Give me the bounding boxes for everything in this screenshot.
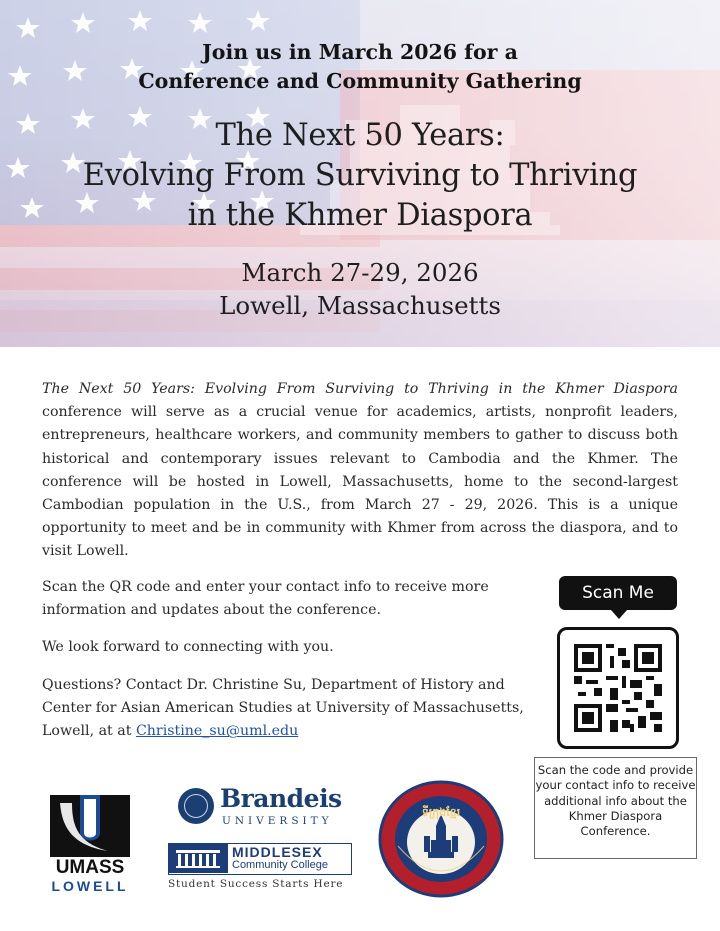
scan-me-label: Scan Me bbox=[559, 576, 677, 610]
mcc-name: MIDDLESEX bbox=[232, 844, 323, 860]
questions-paragraph bbox=[42, 674, 527, 744]
mcc-building-icon bbox=[168, 843, 228, 873]
brandeis-name: Brandeis bbox=[220, 784, 342, 813]
umass-lowell-logo[interactable] bbox=[50, 795, 130, 895]
mcc-tagline: Student Success Starts Here bbox=[168, 878, 344, 890]
brandeis-sub: UNIVERSITY bbox=[222, 815, 333, 827]
intro-paragraph bbox=[42, 378, 678, 564]
scan-instructions: Scan the QR code and enter your contact info to receive more information and updates about the conference. bbox=[42, 579, 489, 619]
join-line-2: Conference and Community Gathering bbox=[138, 69, 582, 93]
qr-info-box: Scan the code and provide your contact info to receive additional info about the Khmer Diaspora Conference. bbox=[534, 757, 697, 859]
questions-text: Questions? Contact Dr. Christine Su, Department of History and Center for Asian American Studies at University of Massachusetts, Lowell, at at bbox=[42, 677, 524, 740]
title-line-2: Evolving From Surviving to Thriving bbox=[82, 158, 638, 193]
middlesex-cc-logo[interactable] bbox=[168, 843, 358, 893]
conference-title bbox=[0, 116, 720, 236]
umass-campus: LOWELL bbox=[51, 878, 129, 894]
title-line-1: The Next 50 Years: bbox=[215, 118, 505, 153]
event-dates: March 27-29, 2026 bbox=[241, 258, 479, 287]
mcc-sub: Community College bbox=[232, 859, 328, 871]
qr-code-frame bbox=[557, 627, 679, 749]
header-banner bbox=[0, 0, 720, 347]
closing-line: We look forward to connecting with you. bbox=[42, 639, 334, 655]
umass-name: UMASS bbox=[55, 857, 125, 878]
title-line-3: in the Khmer Diaspora bbox=[187, 198, 533, 233]
umass-u-icon bbox=[50, 795, 130, 857]
intro-body-text: conference will serve as a crucial venue for academics, artists, nonprofit leaders, entrepreneurs, healthcare workers, and community members to gather to discuss both historical and contemporary issues relevant to Cambodia and the Khmer. The conference will be hosted in Lowell, Massachusetts, home to the second-largest Cambodian population in the U.S., from March 27 - 29, 2026. This is a unique opportunity to meet and be in community with Khmer from across the diaspora, and to visit Lowell. bbox=[42, 404, 678, 560]
contact-email-link[interactable]: Christine_su@uml.edu bbox=[135, 723, 299, 740]
join-heading bbox=[0, 38, 720, 96]
intro-italic-title: The Next 50 Years: Evolving From Surviving to Thriving in the Khmer Diaspora bbox=[42, 381, 678, 397]
join-line-1: Join us in March 2026 for a bbox=[202, 40, 518, 64]
qr-code-icon[interactable] bbox=[574, 644, 662, 732]
event-dates-location bbox=[0, 256, 720, 322]
event-location: Lowell, Massachusetts bbox=[219, 291, 501, 320]
brandeis-logo[interactable] bbox=[178, 784, 342, 830]
ctl-khmer-text: ទីក្រុងខ្មែរ bbox=[421, 806, 461, 819]
brandeis-seal-icon bbox=[178, 788, 214, 824]
cambodia-town-lowell-logo[interactable] bbox=[378, 780, 504, 898]
cambodia-town-seal-icon bbox=[378, 780, 504, 898]
